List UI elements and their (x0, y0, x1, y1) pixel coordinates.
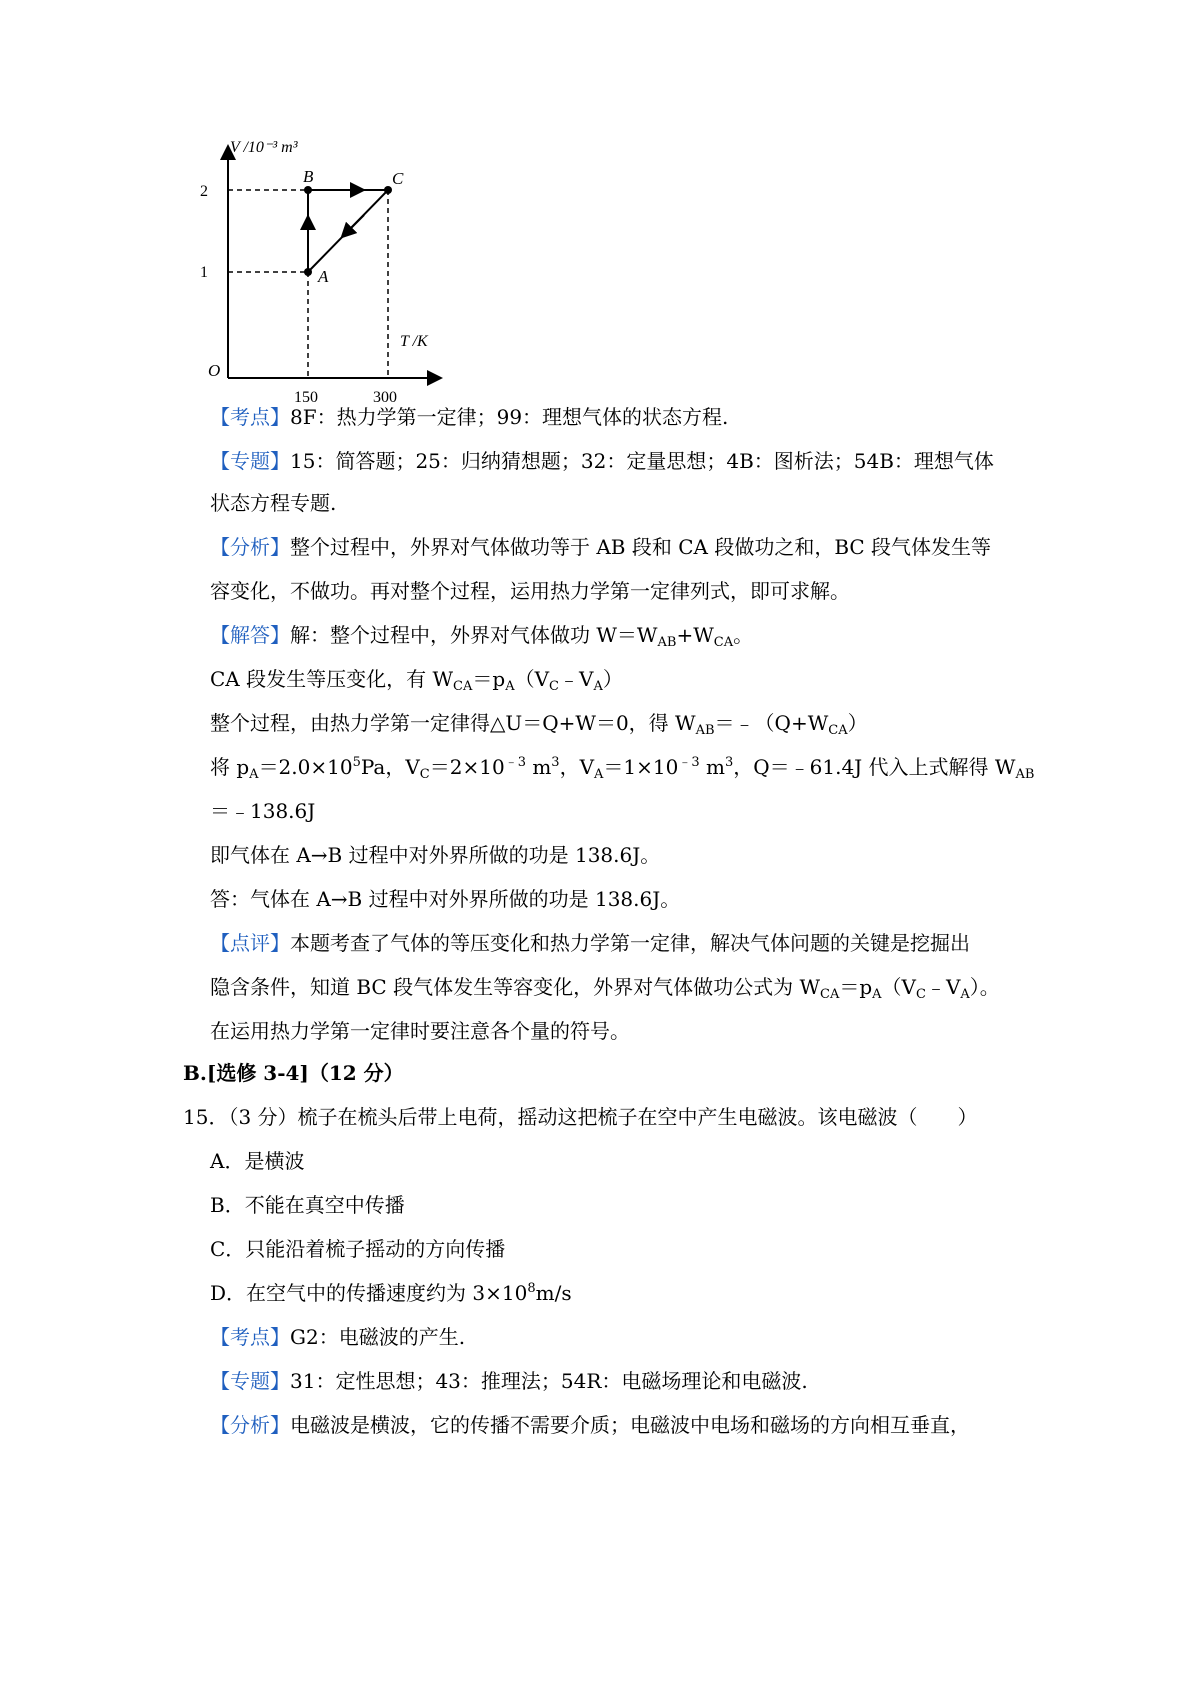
point-a (304, 268, 312, 276)
dianping-line-3: 在运用热力学第一定律时要注意各个量的符号。 (210, 1019, 630, 1043)
ca-line: CA 段发生等压变化，有 $W_{CA}=p_A(V_C﹣V_A)$ (210, 667, 623, 694)
answer-line: 答：气体在 A→B 过程中对外界所做的功是 138.6J。 (210, 887, 681, 911)
option-c: C．只能沿着梳子摇动的方向传播 (210, 1237, 506, 1261)
zhuanti-tag: 【专题】 (210, 1369, 290, 1393)
origin-label: O (208, 361, 221, 380)
dianping-line-2: 隐含条件，知道 BC 段气体发生等容变化，外界对气体做功公式为 $W_{CA}=p_A(V_C﹣V_A)$。 (210, 975, 1000, 1002)
y-tick-label: 1 (200, 264, 208, 281)
fenxi-tag: 【分析】 (210, 1413, 290, 1437)
y-axis-label: V /10⁻³ m³ (230, 140, 298, 156)
point-b (304, 186, 312, 194)
result-line: ＝﹣138.6J (210, 799, 316, 823)
dianping-tag: 【点评】 (210, 931, 290, 955)
option-d: D．在空气中的传播速度约为 $3\times 10^8m/s$ (210, 1281, 572, 1305)
substitution-line: 将 $p_A=2.0\times 10^5Pa$，$V_C=2\times 10^{﹣3}$ $m^3$，$V_A=1\times 10^{﹣3}$ $m^3$，Q＝﹣61.4J 代入上式解得 $W_{AB}$ (210, 755, 1035, 782)
point-label-a: A (318, 267, 329, 286)
process-line: 整个过程，由热力学第一定律得△U＝Q+W＝0，得 $W_{AB}=﹣(Q+W_{CA})$ (210, 711, 868, 738)
section-heading: B.[选修 3-4]（12 分） (183, 1061, 404, 1085)
zhuanti-line-2: 状态方程专题. (210, 491, 337, 515)
x-tick-label: 150 (294, 389, 318, 406)
fenxi-tag: 【分析】 (210, 535, 290, 559)
q15-fenxi-line (210, 1410, 970, 1440)
jieda-text: 解：整个过程中，外界对气体做功 W＝W (290, 623, 658, 647)
point-c (384, 186, 392, 194)
question-stem: 15．（3 分）梳子在梳头后带上电荷，摇动这把梳子在空中产生电磁波。该电磁波（ ） (183, 1105, 978, 1129)
fenxi-line-2: 容变化，不做功。再对整个过程，运用热力学第一定律列式，即可求解。 (210, 579, 850, 603)
zhuanti-tag: 【专题】 (210, 449, 290, 473)
ji-line: 即气体在 A→B 过程中对外界所做的功是 138.6J。 (210, 843, 661, 867)
kaodian-line (210, 402, 728, 432)
zhuanti-text: 15：简答题；25：归纳猜想题；32：定量思想；4B：图析法；54B：理想气体 (290, 449, 994, 473)
fenxi-text: 整个过程中，外界对气体做功等于 AB 段和 CA 段做功之和，BC 段气体发生等 (290, 535, 992, 559)
jieda-line: 【解答】解：整个过程中，外界对气体做功 $W=W_{AB}+W_{CA}$。 (210, 623, 754, 650)
point-label-c: C (392, 169, 404, 188)
dianping-text: 本题考查了气体的等压变化和热力学第一定律，解决气体问题的关键是挖掘出 (290, 931, 970, 955)
kaodian-tag: 【考点】 (210, 405, 290, 429)
fenxi-text: 电磁波是横波，它的传播不需要介质；电磁波中电场和磁场的方向相互垂直， (290, 1413, 970, 1437)
q15-kaodian-line (210, 1322, 465, 1352)
kaodian-tag: 【考点】 (210, 1325, 290, 1349)
q15-zhuanti-line (210, 1366, 808, 1396)
option-b: B．不能在真空中传播 (210, 1193, 405, 1217)
arrow-ca (346, 215, 364, 233)
x-axis-label: T /K (400, 333, 428, 350)
vt-diagram (200, 140, 460, 420)
zhuanti-text: 31：定性思想；43：推理法；54R：电磁场理论和电磁波. (290, 1369, 808, 1393)
fenxi-line (210, 532, 991, 562)
dianping-line (210, 928, 970, 958)
jieda-tag: 【解答】 (210, 623, 290, 647)
kaodian-text: G2：电磁波的产生. (290, 1325, 466, 1349)
zhuanti-line (210, 446, 994, 476)
option-a: A．是横波 (210, 1149, 305, 1173)
x-tick-label: 300 (373, 389, 397, 406)
kaodian-text: 8F：热力学第一定律；99：理想气体的状态方程. (290, 405, 729, 429)
y-tick-label: 2 (200, 183, 208, 200)
point-label-b: B (303, 167, 314, 186)
